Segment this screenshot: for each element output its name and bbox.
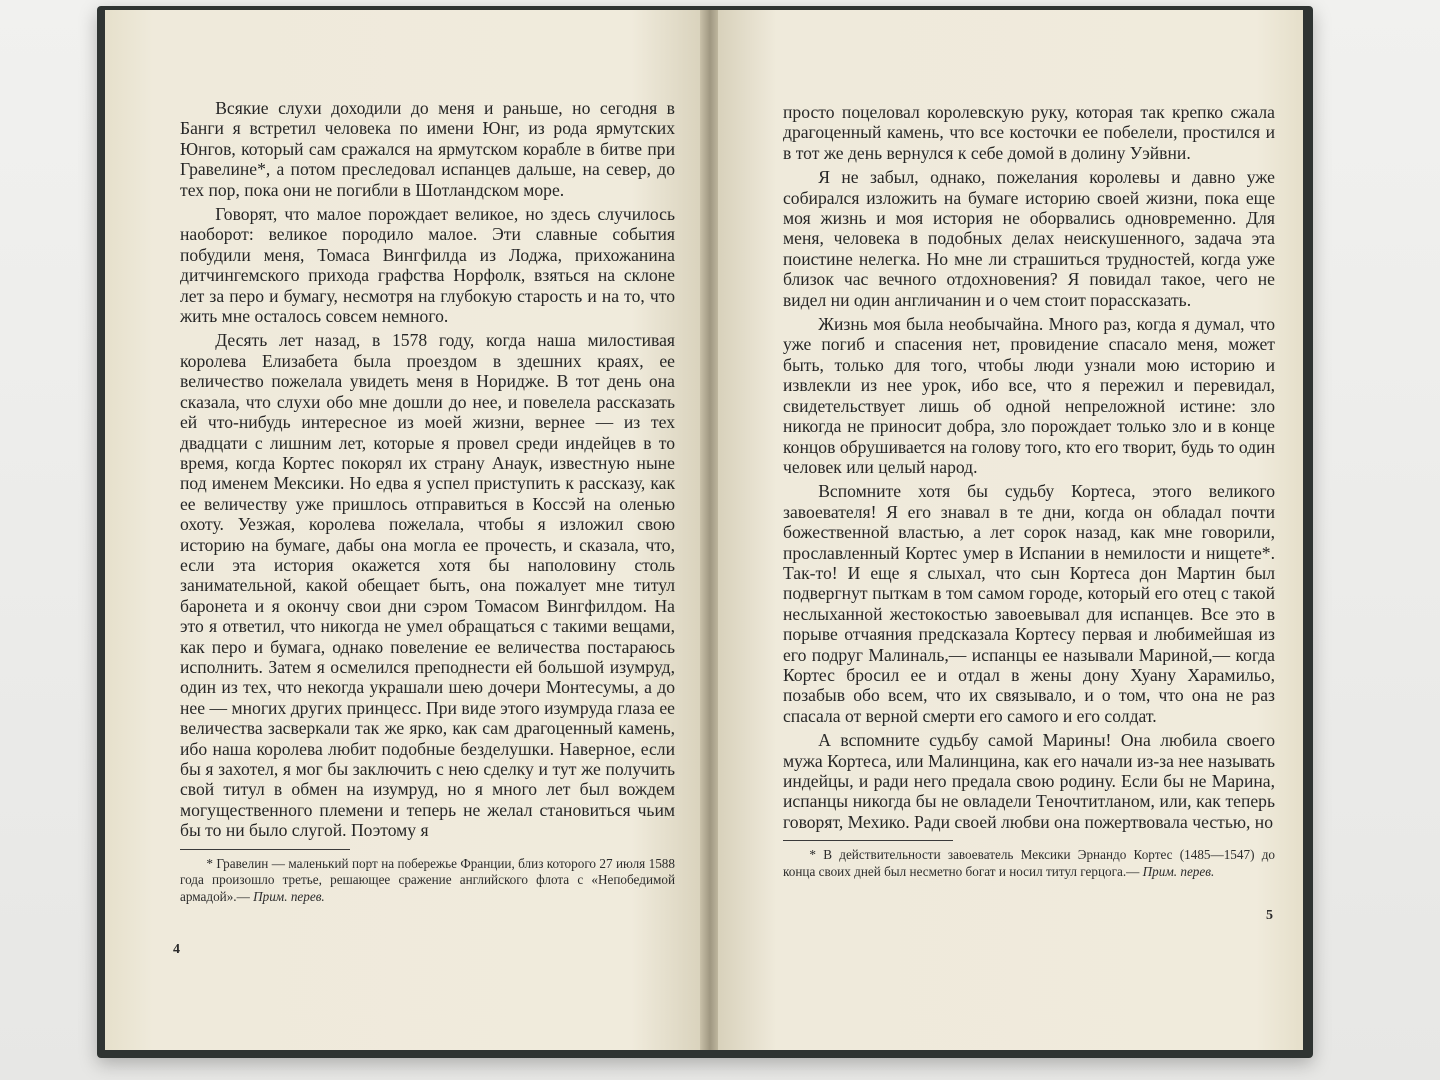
right-paragraph-2: Я не забыл, однако, пожелания королевы и давно уже собирался изложить на бумаге историю своей жизни, пока еще моя жизнь и моя история не оборвались одновременно. Для меня, человека в подобных делах неискушенного, задача эта поистине нелегка. Но мне ли страшиться трудностей, когда уже близок час вечного отдохновения? Я повидал такое, чего не видел ни один англичанин и о чем стоит порассказать. <box>783 167 1275 310</box>
right-footnote-text: * В действительности завоеватель Мексики Эрнандо Кортес (1485—1547) до конца своих дней был несметно богат и носил титул герцога.— <box>783 847 1275 879</box>
left-footnote <box>180 856 675 906</box>
left-footnote-rule <box>180 849 350 850</box>
right-page-body <box>783 102 1275 832</box>
left-page-body <box>180 98 675 841</box>
left-paragraph-3: Десять лет назад, в 1578 году, когда наша милостивая королева Елизабета была проездом в здешних краях, ее величество пожелала увидеть меня в Норидже. В тот день она сказала, что слухи обо мне дошли до нее, и повелела рассказать ей что-нибудь интересное из моей жизни, вернее — из тех двадцати с лишним лет, которые я провел среди индейцев в то время, когда Кортес покорял их страну Анаук, известную ныне под именем Мексики. Но едва я успел приступить к рассказу, как ее величеству уже пришлось отправиться в Коссэй на оленью охоту. Уезжая, королева пожелала, чтобы я изложил свою историю на бумаге, дабы она могла ее прочесть, и сказала, что, если эта история окажется хотя бы наполовину столь занимательной, какой обещает быть, она пожалует мне титул баронета и я окончу свои дни сэром Томасом Вингфилдом. На это я ответил, что никогда не умел обращаться с такими вещами, как перо и бумага, однако повеление ее величества постараюсь исполнить. Затем я осмелился преподнести ей большой изумруд, один из тех, что некогда украшали шею дочери Монтесумы, а до нее — многих других принцесс. При виде этого изумруда глаза ее величества засверкали так же ярко, как сам драгоценный камень, ибо наша королева любит подобные безделушки. Наверное, если бы я захотел, я мог бы заключить с нею сделку и тут же получить свой титул в обмен на изумруд, но я много лет был вождем могущественного племени и теперь не желал становиться чьим бы то ни было слугой. Поэтому я <box>180 330 675 841</box>
right-paragraph-5: А вспомните судьбу самой Марины! Она любила своего мужа Кортеса, или Малинцина, как его начали из-за нее называть индейцы, и ради него предала свою родину. Если бы не Марина, испанцы никогда бы не овладели Теночтитланом, или, как теперь говорят, Мехико. Ради своей любви она пожертвовала честью, но <box>783 730 1275 832</box>
right-page <box>718 10 1303 1050</box>
right-paragraph-4: Вспомните хотя бы судьбу Кортеса, этого великого завоевателя! Я его знавал в те дни, когда он обладал почти божественной властью, а лет сорок назад, как мне говорили, прославленный Кортес умер в Испании в немилости и нищете*. Так-то! И еще я слыхал, что сын Кортеса дон Мартин был подвергнут пыткам в том самом городе, который его отец с такой неслыханной жестокостью завоевывал для испанцев. Все это в порыве отчаяния предсказала Кортесу первая и любимейшая из его подруг Малиналь,— испанцы ее называли Мариной,— когда Кортес бросил ее и отдал в жены дону Хуану Харамильо, позабыв обо всем, что их связывало, и о том, что она не раз спасала от верной смерти его самого и его солдат. <box>783 481 1275 726</box>
right-paragraph-1: просто поцеловал королевскую руку, которая так крепко сжала драгоценный камень, что все косточки ее побелели, простился и в тот же день вернулся к себе домой в долину Уэйвни. <box>783 102 1275 163</box>
left-paragraph-2: Говорят, что малое порождает великое, но здесь случилось наоборот: великое породило малое. Эти славные события побудили меня, Томаса Вингфилда из Лоджа, прихожанина дитчингемского прихода графства Норфолк, взяться на склоне лет за перо и бумагу, несмотря на глубокую старость и на то, что жить мне осталось совсем немного. <box>180 204 675 327</box>
left-page <box>105 10 703 1050</box>
left-footnote-note: Прим. перев. <box>253 888 325 904</box>
right-footnote-rule <box>783 840 953 841</box>
left-page-number: 4 <box>173 942 180 957</box>
left-paragraph-1: Всякие слухи доходили до меня и раньше, но сегодня в Банги я встретил человека по имени Юнг, из рода ярмутских Юнгов, который сам сражался на ярмутском корабле в битве при Гравелине*, а потом преследовал испанцев дальше, на север, до тех пор, пока они не погибли в Шотландском море. <box>180 98 675 200</box>
right-paragraph-3: Жизнь моя была необычайна. Много раз, когда я думал, что уже погиб и спасения нет, провидение спасало меня, может быть, только для того, чтобы люди узнали мою историю и извлекли из нее урок, ибо все, что я пережил и перевидал, свидетельствует лишь об одной непреложной истине: зло никогда не приносит добра, зло порождает только зло и в конце концов обрушивается на голову того, кто его творит, будь то один человек или целый народ. <box>783 314 1275 477</box>
left-footnote-text: * Гравелин — маленький порт на побережье Франции, близ которого 27 июля 1588 года произошло третье, решающее сражение английского флота с «Непобедимой армадой».— <box>180 855 675 904</box>
right-footnote <box>783 847 1275 880</box>
book-gutter <box>700 10 720 1050</box>
right-footnote-note: Прим. перев. <box>1142 863 1215 879</box>
right-page-number: 5 <box>1266 908 1273 923</box>
